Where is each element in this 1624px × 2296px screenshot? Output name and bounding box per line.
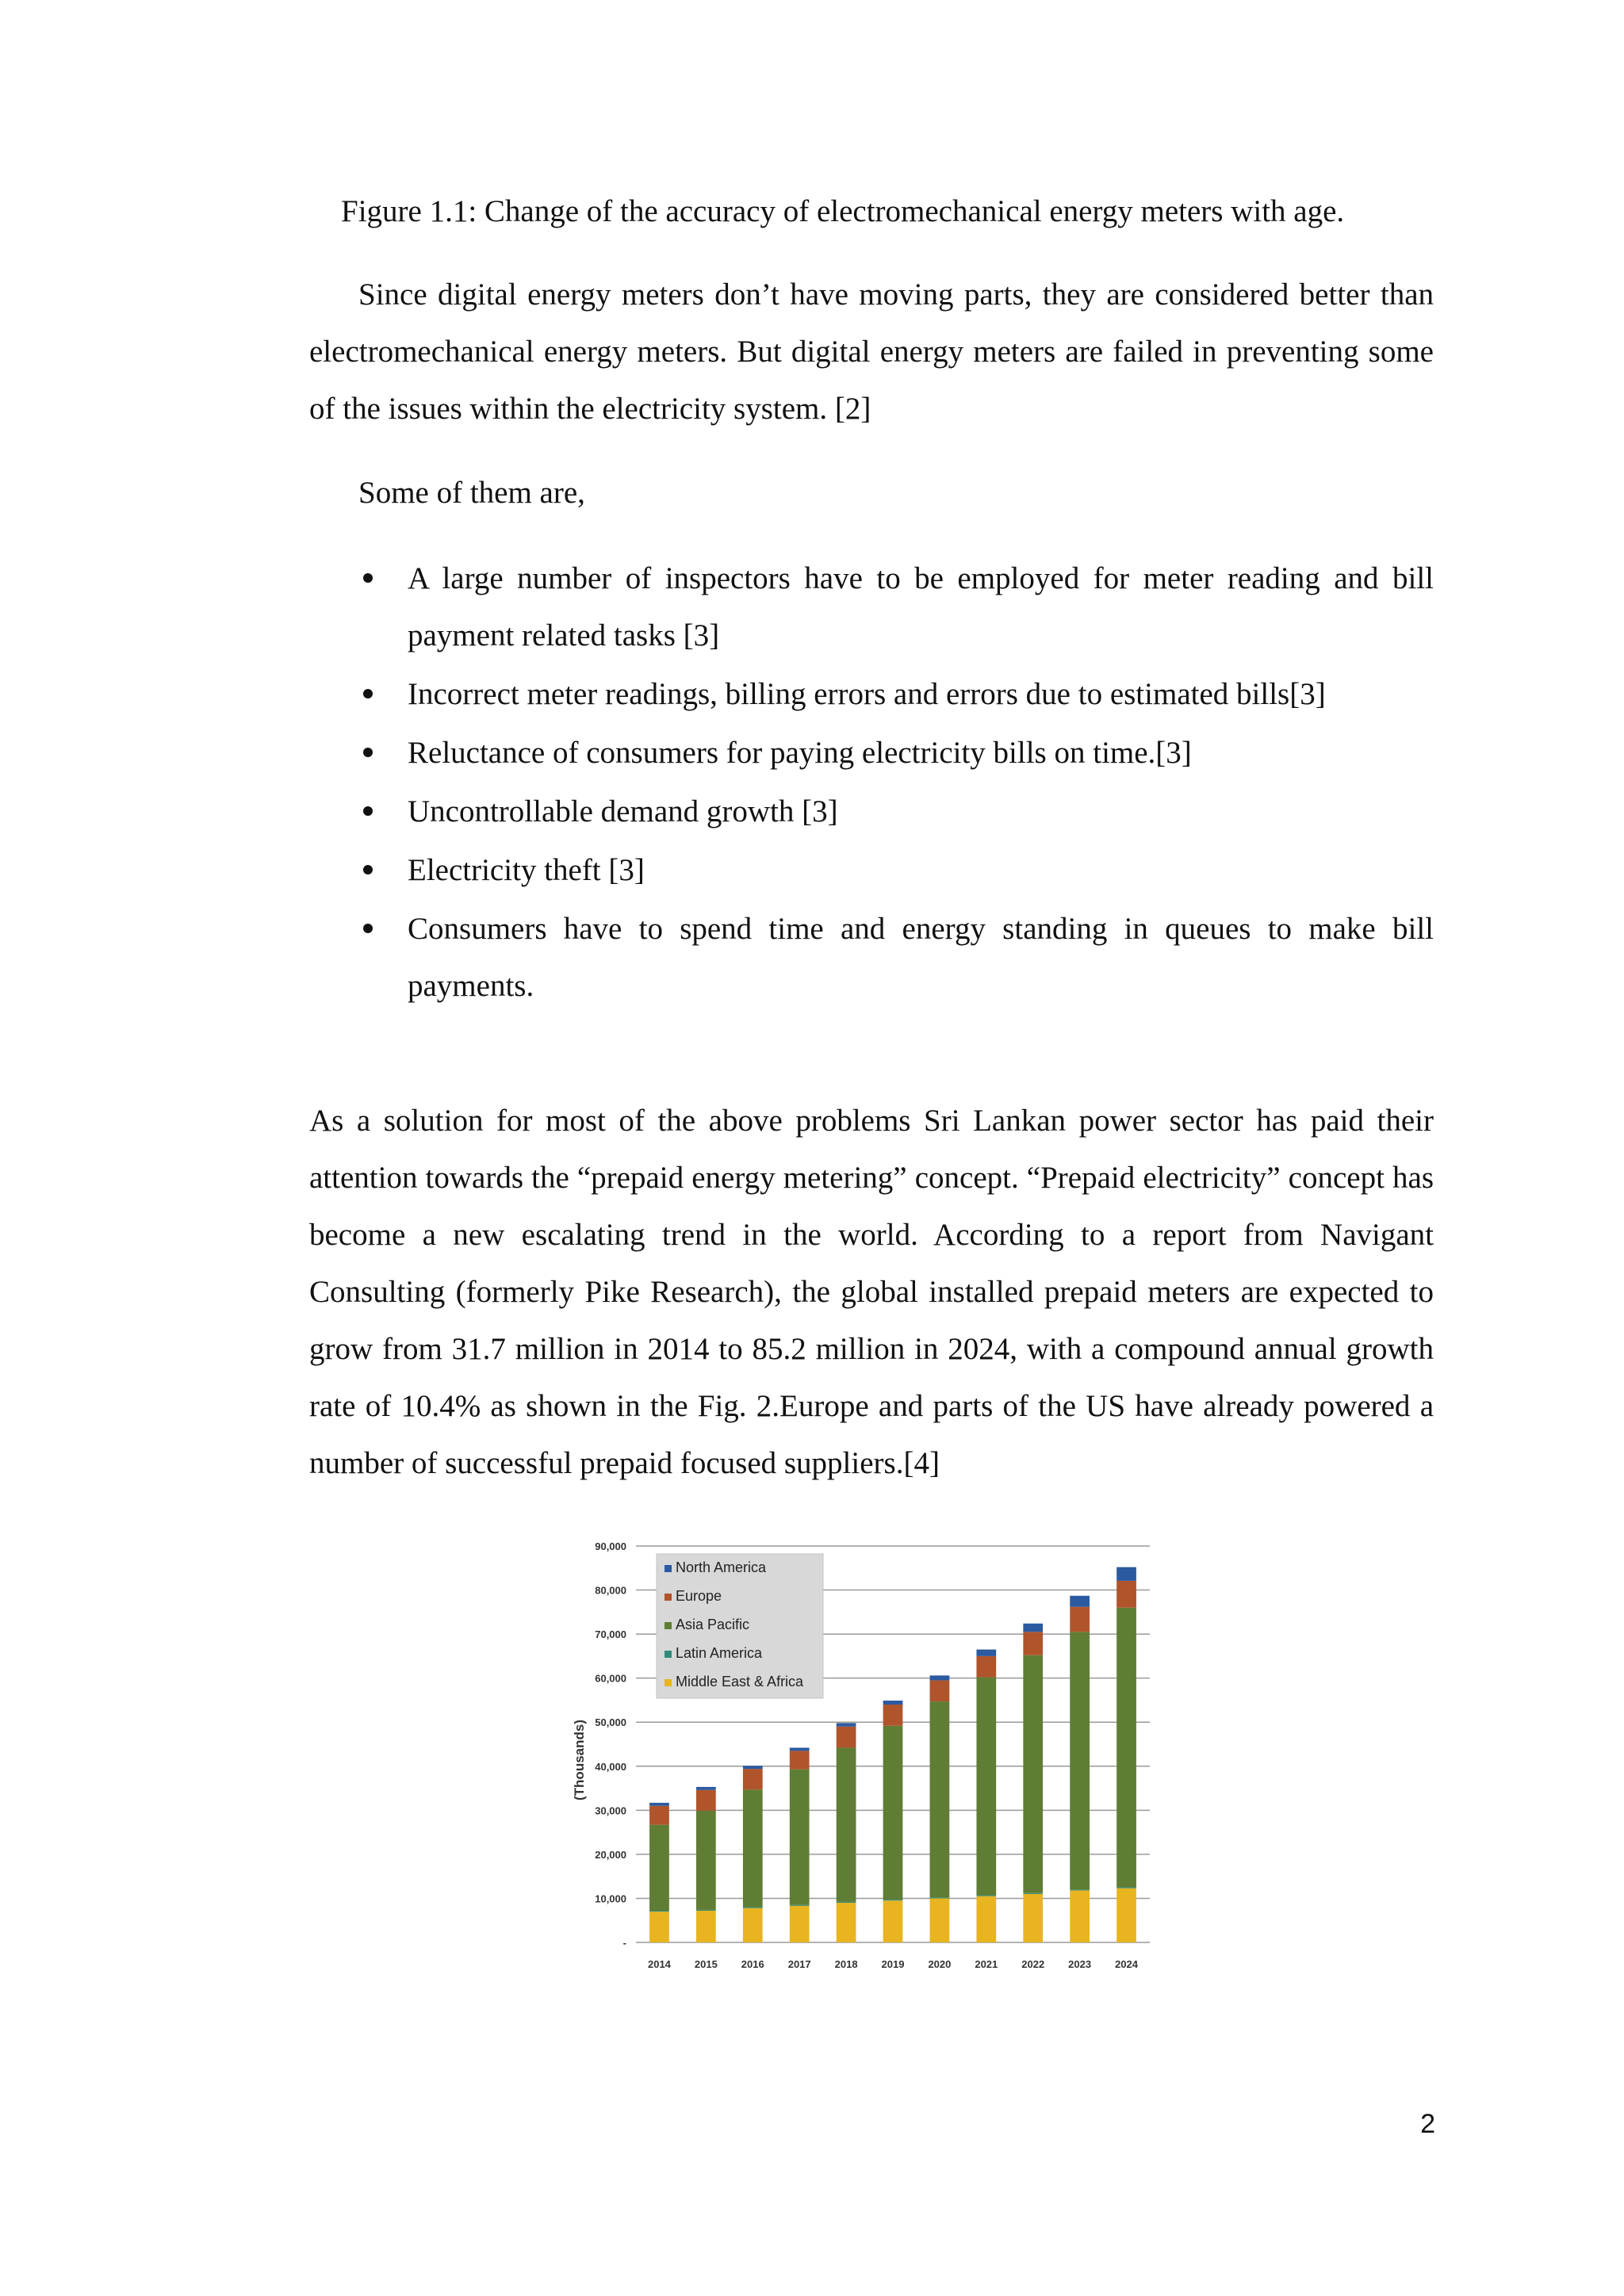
x-tick-label: 2014 bbox=[647, 1958, 671, 1970]
y-tick-label: 70,000 bbox=[595, 1628, 626, 1641]
y-tick-label: 20,000 bbox=[595, 1848, 626, 1861]
bar-segment bbox=[837, 1902, 856, 1903]
chart-svg bbox=[560, 1524, 1158, 1984]
bar-segment bbox=[790, 1906, 810, 1942]
legend-entry: Middle East & Africa bbox=[676, 1674, 804, 1689]
bar-segment bbox=[930, 1675, 950, 1680]
issues-list bbox=[309, 550, 1434, 1016]
bar-segment bbox=[649, 1803, 669, 1806]
bar-segment bbox=[976, 1656, 996, 1678]
legend-swatch bbox=[665, 1565, 672, 1572]
bar-segment bbox=[1023, 1655, 1043, 1893]
bar-segment bbox=[649, 1911, 669, 1942]
list-item bbox=[309, 666, 1434, 723]
bar-segment bbox=[1116, 1888, 1136, 1942]
bar-segment bbox=[649, 1806, 669, 1825]
list-item-text: Electricity theft [3] bbox=[408, 853, 645, 887]
x-tick-label: 2020 bbox=[928, 1958, 952, 1970]
bar-segment bbox=[1116, 1608, 1136, 1888]
list-item bbox=[309, 550, 1434, 664]
bar-segment bbox=[1116, 1567, 1136, 1581]
bar-segment bbox=[883, 1726, 903, 1900]
bar-segment bbox=[790, 1751, 810, 1769]
paragraph-prepaid-concept: As a solution for most of the above problems Sri Lankan power sector has paid their attention towards the “prepaid energy metering” concept. “Prepaid electricity” concept has become a new escalating trend in the world. According to a report from Navigant Consulting (formerly Pike Research), the global installed prepaid meters are expected to grow from 31.7 million in 2014 to 85.2 million in 2024, with a compound annual growth rate of 10.4% as shown in the Fig. 2.Europe and parts of the US have already powered a number of successful prepaid focused suppliers.[4] bbox=[309, 1104, 1434, 1480]
legend-swatch bbox=[665, 1594, 672, 1601]
bar-segment bbox=[1116, 1581, 1136, 1608]
bar-segment bbox=[837, 1903, 856, 1942]
bar-segment bbox=[649, 1825, 669, 1911]
x-tick-label: 2022 bbox=[1021, 1958, 1045, 1970]
bar-segment bbox=[930, 1898, 950, 1942]
bar-segment bbox=[930, 1701, 950, 1897]
bar-segment bbox=[696, 1910, 716, 1911]
y-tick-label: - bbox=[622, 1937, 626, 1949]
bar-segment bbox=[743, 1769, 763, 1789]
y-tick-label: 60,000 bbox=[595, 1672, 626, 1685]
list-item-text: Consumers have to spend time and energy standing in queues to make bill payments. bbox=[408, 912, 1434, 1003]
x-tick-label: 2017 bbox=[787, 1958, 811, 1970]
x-tick-label: 2024 bbox=[1115, 1958, 1139, 1970]
x-tick-label: 2023 bbox=[1068, 1958, 1092, 1970]
bar-segment bbox=[976, 1896, 996, 1942]
bar-segment bbox=[930, 1680, 950, 1701]
y-tick-label: 80,000 bbox=[595, 1584, 626, 1597]
legend-entry: Latin America bbox=[676, 1645, 763, 1661]
bullet-icon bbox=[363, 573, 373, 583]
bar-segment bbox=[883, 1900, 903, 1942]
y-axis-label: (Thousands) bbox=[572, 1720, 587, 1800]
prepaid-meters-chart bbox=[560, 1524, 1158, 1984]
bar-segment bbox=[790, 1747, 810, 1751]
list-item bbox=[309, 842, 1434, 899]
bar-segment bbox=[743, 1766, 763, 1769]
bar-segment bbox=[930, 1897, 950, 1898]
list-item bbox=[309, 783, 1434, 840]
bar-segment bbox=[1023, 1894, 1043, 1942]
bar-segment bbox=[790, 1905, 810, 1906]
bullet-icon bbox=[363, 806, 373, 816]
bar-segment bbox=[1070, 1890, 1090, 1942]
bullet-icon bbox=[363, 748, 373, 757]
x-tick-label: 2015 bbox=[694, 1958, 718, 1970]
bar-segment bbox=[976, 1678, 996, 1896]
x-tick-label: 2016 bbox=[741, 1958, 764, 1970]
bar-segment bbox=[883, 1701, 903, 1705]
bar-segment bbox=[1070, 1632, 1090, 1889]
bar-segment bbox=[790, 1770, 810, 1905]
list-item-text: Incorrect meter readings, billing errors and errors due to estimated bills[3] bbox=[408, 677, 1326, 711]
bar-segment bbox=[696, 1787, 716, 1790]
legend-entry: Asia Pacific bbox=[676, 1617, 750, 1632]
bullet-icon bbox=[363, 924, 373, 933]
bar-segment bbox=[743, 1789, 763, 1907]
bar-segment bbox=[837, 1723, 856, 1726]
bar-segment bbox=[1023, 1893, 1043, 1894]
bar-segment bbox=[837, 1727, 856, 1748]
y-tick-label: 50,000 bbox=[595, 1716, 626, 1729]
x-tick-label: 2018 bbox=[834, 1958, 858, 1970]
y-tick-label: 30,000 bbox=[595, 1804, 626, 1817]
legend-entry: Europe bbox=[676, 1588, 722, 1604]
page-number: 2 bbox=[1420, 2109, 1435, 2139]
bar-segment bbox=[696, 1790, 716, 1811]
bar-segment bbox=[1070, 1596, 1090, 1607]
paragraph-issues-intro: Some of them are, bbox=[358, 476, 585, 510]
bar-segment bbox=[1023, 1632, 1043, 1655]
bar-segment bbox=[696, 1811, 716, 1910]
y-tick-label: 40,000 bbox=[595, 1760, 626, 1773]
bar-segment bbox=[743, 1908, 763, 1942]
bullet-icon bbox=[363, 865, 373, 874]
figure-caption: Figure 1.1: Change of the accuracy of electromechanical energy meters with age. bbox=[341, 194, 1345, 228]
bar-segment bbox=[883, 1705, 903, 1726]
legend-entry: North America bbox=[676, 1559, 767, 1575]
bullet-icon bbox=[363, 689, 373, 698]
list-item-text: A large number of inspectors have to be employed for meter reading and bill payment related tasks [3] bbox=[408, 561, 1434, 652]
bar-segment bbox=[1070, 1889, 1090, 1890]
list-item bbox=[309, 725, 1434, 782]
list-item-text: Reluctance of consumers for paying electricity bills on time.[3] bbox=[408, 736, 1192, 770]
bar-segment bbox=[837, 1747, 856, 1901]
bar-segment bbox=[1023, 1624, 1043, 1632]
y-tick-label: 90,000 bbox=[595, 1540, 626, 1552]
y-tick-label: 10,000 bbox=[595, 1892, 626, 1905]
list-item bbox=[309, 901, 1434, 1015]
bar-segment bbox=[976, 1650, 996, 1656]
bar-segment bbox=[1070, 1607, 1090, 1632]
legend-swatch bbox=[665, 1622, 672, 1629]
legend-swatch bbox=[665, 1679, 672, 1686]
bar-segment bbox=[696, 1911, 716, 1942]
paragraph-digital-meters: Since digital energy meters don’t have moving parts, they are considered better than electromechanical energy meters. But digital energy meters are failed in preventing some of the issues within the electricity system. [2] bbox=[309, 277, 1434, 426]
legend-swatch bbox=[665, 1651, 672, 1658]
x-tick-label: 2021 bbox=[975, 1958, 998, 1970]
x-tick-label: 2019 bbox=[881, 1958, 905, 1970]
list-item-text: Uncontrollable demand growth [3] bbox=[408, 794, 838, 828]
